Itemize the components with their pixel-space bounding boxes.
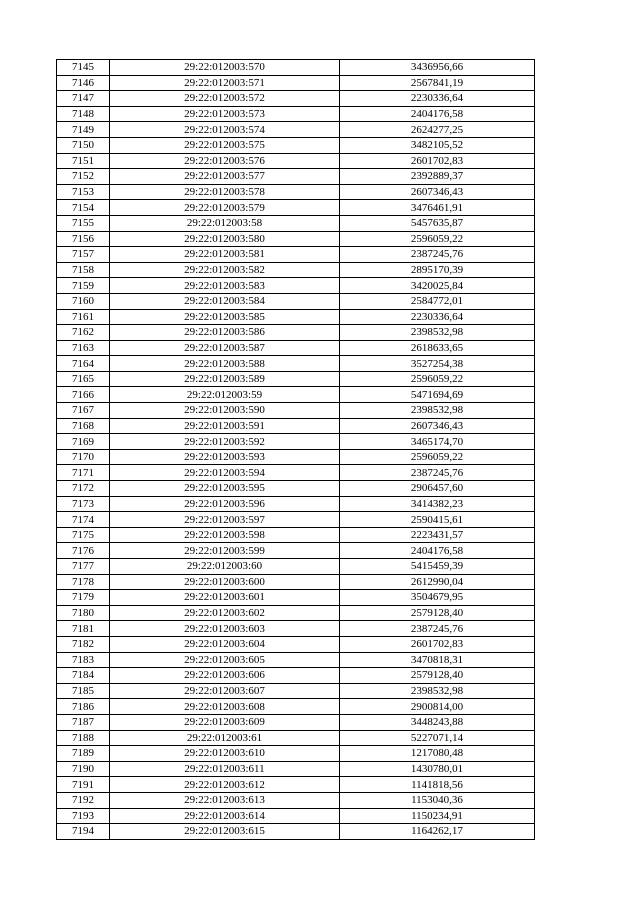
table-row	[57, 293, 535, 309]
table-row	[57, 356, 535, 372]
table-row	[57, 215, 535, 231]
row-number-cell: 7186	[57, 699, 110, 715]
value-cell: 2387245,76	[340, 621, 535, 637]
value-cell: 1430780,01	[340, 761, 535, 777]
cadastral-number-cell: 29:22:012003:606	[110, 668, 340, 684]
value-cell: 2579128,40	[340, 605, 535, 621]
cadastral-number-cell: 29:22:012003:581	[110, 247, 340, 263]
value-cell: 2584772,01	[340, 293, 535, 309]
value-cell: 5227071,14	[340, 730, 535, 746]
cadastral-number-cell: 29:22:012003:589	[110, 371, 340, 387]
cadastral-number-cell: 29:22:012003:593	[110, 449, 340, 465]
table-row	[57, 714, 535, 730]
table-row	[57, 761, 535, 777]
row-number-cell: 7151	[57, 153, 110, 169]
cadastral-number-cell: 29:22:012003:599	[110, 543, 340, 559]
table-row	[57, 434, 535, 450]
cadastral-number-cell: 29:22:012003:584	[110, 293, 340, 309]
cadastral-number-cell: 29:22:012003:582	[110, 262, 340, 278]
row-number-cell: 7180	[57, 605, 110, 621]
row-number-cell: 7172	[57, 481, 110, 497]
table-row	[57, 106, 535, 122]
value-cell: 3420025,84	[340, 278, 535, 294]
value-cell: 2601702,83	[340, 153, 535, 169]
cadastral-number-cell: 29:22:012003:609	[110, 714, 340, 730]
row-number-cell: 7146	[57, 75, 110, 91]
cadastral-number-cell: 29:22:012003:608	[110, 699, 340, 715]
value-cell: 3476461,91	[340, 200, 535, 216]
value-cell: 3436956,66	[340, 60, 535, 76]
cadastral-number-cell: 29:22:012003:575	[110, 137, 340, 153]
row-number-cell: 7173	[57, 496, 110, 512]
table-row	[57, 309, 535, 325]
cadastral-number-cell: 29:22:012003:574	[110, 122, 340, 138]
value-cell: 2387245,76	[340, 465, 535, 481]
cadastral-number-cell: 29:22:012003:580	[110, 231, 340, 247]
row-number-cell: 7159	[57, 278, 110, 294]
row-number-cell: 7182	[57, 636, 110, 652]
table-row	[57, 777, 535, 793]
cadastral-number-cell: 29:22:012003:583	[110, 278, 340, 294]
cadastral-number-cell: 29:22:012003:579	[110, 200, 340, 216]
cadastral-number-cell: 29:22:012003:573	[110, 106, 340, 122]
row-number-cell: 7171	[57, 465, 110, 481]
table-row	[57, 153, 535, 169]
row-number-cell: 7161	[57, 309, 110, 325]
table-row	[57, 496, 535, 512]
cadastral-number-cell: 29:22:012003:570	[110, 60, 340, 76]
value-cell: 3504679,95	[340, 590, 535, 606]
cadastral-number-cell: 29:22:012003:596	[110, 496, 340, 512]
value-cell: 2398532,98	[340, 683, 535, 699]
value-cell: 2596059,22	[340, 371, 535, 387]
value-cell: 2398532,98	[340, 403, 535, 419]
row-number-cell: 7147	[57, 91, 110, 107]
table-row	[57, 652, 535, 668]
table-row	[57, 683, 535, 699]
table-row	[57, 808, 535, 824]
row-number-cell: 7170	[57, 449, 110, 465]
value-cell: 2590415,61	[340, 512, 535, 528]
row-number-cell: 7191	[57, 777, 110, 793]
row-number-cell: 7188	[57, 730, 110, 746]
table-row	[57, 247, 535, 263]
cadastral-value-table	[56, 59, 535, 840]
value-cell: 1153040,36	[340, 792, 535, 808]
value-cell: 2900814,00	[340, 699, 535, 715]
row-number-cell: 7156	[57, 231, 110, 247]
table-row	[57, 527, 535, 543]
table-row	[57, 465, 535, 481]
value-cell: 2596059,22	[340, 231, 535, 247]
table-row	[57, 418, 535, 434]
value-cell: 1164262,17	[340, 824, 535, 840]
row-number-cell: 7153	[57, 184, 110, 200]
table-row	[57, 340, 535, 356]
cadastral-number-cell: 29:22:012003:60	[110, 559, 340, 575]
value-cell: 2404176,58	[340, 543, 535, 559]
cadastral-number-cell: 29:22:012003:61	[110, 730, 340, 746]
row-number-cell: 7154	[57, 200, 110, 216]
row-number-cell: 7155	[57, 215, 110, 231]
cadastral-number-cell: 29:22:012003:602	[110, 605, 340, 621]
value-cell: 2612990,04	[340, 574, 535, 590]
cadastral-number-cell: 29:22:012003:576	[110, 153, 340, 169]
table-row	[57, 746, 535, 762]
value-cell: 2895170,39	[340, 262, 535, 278]
row-number-cell: 7176	[57, 543, 110, 559]
row-number-cell: 7166	[57, 387, 110, 403]
table-row	[57, 200, 535, 216]
cadastral-number-cell: 29:22:012003:592	[110, 434, 340, 450]
row-number-cell: 7163	[57, 340, 110, 356]
value-cell: 2223431,57	[340, 527, 535, 543]
row-number-cell: 7185	[57, 683, 110, 699]
row-number-cell: 7148	[57, 106, 110, 122]
value-cell: 1150234,91	[340, 808, 535, 824]
value-cell: 2404176,58	[340, 106, 535, 122]
row-number-cell: 7165	[57, 371, 110, 387]
cadastral-number-cell: 29:22:012003:591	[110, 418, 340, 434]
cadastral-number-cell: 29:22:012003:604	[110, 636, 340, 652]
table-row	[57, 403, 535, 419]
table-row	[57, 512, 535, 528]
table-row	[57, 449, 535, 465]
table-row	[57, 231, 535, 247]
table-row	[57, 60, 535, 76]
value-cell: 2579128,40	[340, 668, 535, 684]
table-row	[57, 730, 535, 746]
row-number-cell: 7177	[57, 559, 110, 575]
row-number-cell: 7167	[57, 403, 110, 419]
table-row	[57, 91, 535, 107]
value-cell: 3482105,52	[340, 137, 535, 153]
value-cell: 3470818,31	[340, 652, 535, 668]
value-cell: 3527254,38	[340, 356, 535, 372]
cadastral-number-cell: 29:22:012003:612	[110, 777, 340, 793]
value-cell: 2596059,22	[340, 449, 535, 465]
table-row	[57, 278, 535, 294]
table-body	[57, 60, 535, 840]
table-row	[57, 262, 535, 278]
value-cell: 2567841,19	[340, 75, 535, 91]
value-cell: 5471694,69	[340, 387, 535, 403]
value-cell: 2392889,37	[340, 169, 535, 185]
row-number-cell: 7183	[57, 652, 110, 668]
value-cell: 5415459,39	[340, 559, 535, 575]
value-cell: 2607346,43	[340, 418, 535, 434]
cadastral-number-cell: 29:22:012003:614	[110, 808, 340, 824]
cadastral-number-cell: 29:22:012003:595	[110, 481, 340, 497]
table-row	[57, 605, 535, 621]
value-cell: 2906457,60	[340, 481, 535, 497]
cadastral-number-cell: 29:22:012003:603	[110, 621, 340, 637]
row-number-cell: 7187	[57, 714, 110, 730]
cadastral-number-cell: 29:22:012003:587	[110, 340, 340, 356]
value-cell: 3448243,88	[340, 714, 535, 730]
table-row	[57, 543, 535, 559]
cadastral-number-cell: 29:22:012003:590	[110, 403, 340, 419]
table-row	[57, 325, 535, 341]
table-row	[57, 184, 535, 200]
row-number-cell: 7164	[57, 356, 110, 372]
table-row	[57, 122, 535, 138]
table-row	[57, 371, 535, 387]
cadastral-number-cell: 29:22:012003:601	[110, 590, 340, 606]
row-number-cell: 7162	[57, 325, 110, 341]
cadastral-number-cell: 29:22:012003:577	[110, 169, 340, 185]
row-number-cell: 7192	[57, 792, 110, 808]
table-row	[57, 824, 535, 840]
cadastral-number-cell: 29:22:012003:578	[110, 184, 340, 200]
cadastral-number-cell: 29:22:012003:572	[110, 91, 340, 107]
table-row	[57, 387, 535, 403]
value-cell: 1141818,56	[340, 777, 535, 793]
cadastral-number-cell: 29:22:012003:586	[110, 325, 340, 341]
row-number-cell: 7175	[57, 527, 110, 543]
value-cell: 2624277,25	[340, 122, 535, 138]
table-row	[57, 590, 535, 606]
cadastral-number-cell: 29:22:012003:605	[110, 652, 340, 668]
row-number-cell: 7194	[57, 824, 110, 840]
value-cell: 2230336,64	[340, 309, 535, 325]
row-number-cell: 7179	[57, 590, 110, 606]
cadastral-number-cell: 29:22:012003:615	[110, 824, 340, 840]
value-cell: 3465174,70	[340, 434, 535, 450]
cadastral-number-cell: 29:22:012003:58	[110, 215, 340, 231]
cadastral-number-cell: 29:22:012003:611	[110, 761, 340, 777]
row-number-cell: 7168	[57, 418, 110, 434]
table-row	[57, 75, 535, 91]
row-number-cell: 7157	[57, 247, 110, 263]
row-number-cell: 7184	[57, 668, 110, 684]
cadastral-number-cell: 29:22:012003:597	[110, 512, 340, 528]
row-number-cell: 7145	[57, 60, 110, 76]
row-number-cell: 7169	[57, 434, 110, 450]
table-row	[57, 636, 535, 652]
cadastral-number-cell: 29:22:012003:585	[110, 309, 340, 325]
table-row	[57, 792, 535, 808]
row-number-cell: 7158	[57, 262, 110, 278]
table-row	[57, 481, 535, 497]
row-number-cell: 7150	[57, 137, 110, 153]
value-cell: 3414382,23	[340, 496, 535, 512]
value-cell: 5457635,87	[340, 215, 535, 231]
value-cell: 2607346,43	[340, 184, 535, 200]
value-cell: 1217080,48	[340, 746, 535, 762]
value-cell: 2601702,83	[340, 636, 535, 652]
cadastral-number-cell: 29:22:012003:607	[110, 683, 340, 699]
table-row	[57, 668, 535, 684]
cadastral-number-cell: 29:22:012003:594	[110, 465, 340, 481]
table-row	[57, 137, 535, 153]
cadastral-number-cell: 29:22:012003:600	[110, 574, 340, 590]
cadastral-number-cell: 29:22:012003:610	[110, 746, 340, 762]
table-row	[57, 574, 535, 590]
row-number-cell: 7152	[57, 169, 110, 185]
cadastral-number-cell: 29:22:012003:588	[110, 356, 340, 372]
row-number-cell: 7174	[57, 512, 110, 528]
value-cell: 2387245,76	[340, 247, 535, 263]
table-row	[57, 169, 535, 185]
cadastral-number-cell: 29:22:012003:59	[110, 387, 340, 403]
row-number-cell: 7160	[57, 293, 110, 309]
cadastral-number-cell: 29:22:012003:613	[110, 792, 340, 808]
row-number-cell: 7189	[57, 746, 110, 762]
row-number-cell: 7190	[57, 761, 110, 777]
row-number-cell: 7149	[57, 122, 110, 138]
value-cell: 2618633,65	[340, 340, 535, 356]
row-number-cell: 7178	[57, 574, 110, 590]
table-row	[57, 699, 535, 715]
value-cell: 2398532,98	[340, 325, 535, 341]
table-row	[57, 559, 535, 575]
row-number-cell: 7181	[57, 621, 110, 637]
cadastral-number-cell: 29:22:012003:571	[110, 75, 340, 91]
cadastral-number-cell: 29:22:012003:598	[110, 527, 340, 543]
table-row	[57, 621, 535, 637]
value-cell: 2230336,64	[340, 91, 535, 107]
row-number-cell: 7193	[57, 808, 110, 824]
